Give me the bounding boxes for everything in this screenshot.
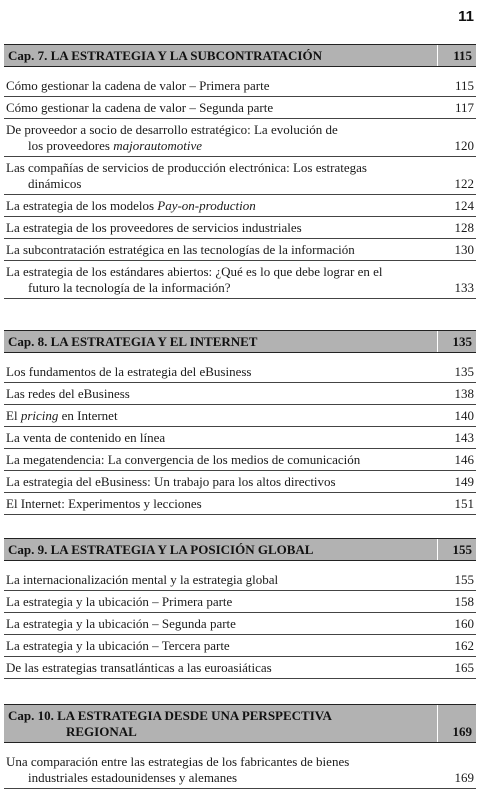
entry-page: 149 [454, 474, 474, 489]
entry-title-text: los proveedores [28, 138, 114, 153]
toc-entry [4, 383, 476, 405]
entry-list [4, 569, 476, 679]
chapter-header [4, 330, 476, 353]
entry-title-line1: Una comparación entre las estrategias de los fabricantes de bienes [6, 754, 350, 769]
entry-page: 130 [454, 242, 474, 257]
toc-entry [4, 613, 476, 635]
entry-page: 160 [454, 616, 474, 631]
chapter-9 [4, 538, 476, 679]
entry-title-line1: De proveedor a socio de desarrollo estratégico: La evolución de [6, 122, 338, 137]
entry-page: 162 [454, 638, 474, 653]
entry-title [6, 122, 444, 154]
chapter-header [4, 44, 476, 67]
entry-page: 151 [454, 496, 474, 511]
entry-title: La estrategia y la ubicación – Segunda parte [6, 616, 236, 631]
entry-title: La venta de contenido en línea [6, 430, 166, 445]
entry-title-text: El [6, 408, 21, 423]
entry-page: 122 [454, 176, 474, 191]
entry-title-italic: pricing [20, 408, 59, 423]
entry-page: 120 [454, 138, 474, 153]
entry-page: 143 [454, 430, 474, 445]
chapter-title: Cap. 9. LA ESTRATEGIA Y LA POSICIÓN GLOBAL [4, 539, 438, 560]
page-number: 11 [458, 8, 474, 25]
chapter-page-number: 135 [438, 331, 476, 352]
entry-title: La megatendencia: La convergencia de los medios de comunicación [6, 452, 361, 467]
toc-entry [4, 97, 476, 119]
chapter-page-number: 169 [438, 705, 476, 742]
entry-title-text: La estrategia de los modelos [6, 198, 158, 213]
toc-entry [4, 591, 476, 613]
chapter-title: Cap. 8. LA ESTRATEGIA Y EL INTERNET [4, 331, 438, 352]
entry-title: La estrategia y la ubicación – Tercera parte [6, 638, 230, 653]
toc-entry [4, 751, 476, 789]
entry-title: La internacionalización mental y la estrategia global [6, 572, 279, 587]
entry-page: 158 [454, 594, 474, 609]
entry-page: 140 [454, 408, 474, 423]
entry-list [4, 361, 476, 515]
chapter-page-number: 115 [438, 45, 476, 66]
chapter-title-line1: Cap. 10. LA ESTRATEGIA DESDE UNA PERSPECTIVA [8, 708, 332, 723]
entry-list [4, 751, 476, 789]
entry-title: De las estrategias transatlánticas a las euroasiáticas [6, 660, 272, 675]
entry-page: 135 [454, 364, 474, 379]
entry-title-line2: industriales estadounidenses y alemanes [28, 770, 238, 785]
entry-title: La estrategia del eBusiness: Un trabajo para los altos directivos [6, 474, 336, 489]
entry-title [6, 198, 444, 214]
toc-entry [4, 427, 476, 449]
entry-title-line2 [6, 138, 432, 154]
entry-page: 117 [454, 100, 474, 115]
chapter-title [4, 705, 438, 742]
chapter-title: Cap. 7. LA ESTRATEGIA Y LA SUBCONTRATACIÓN [4, 45, 438, 66]
entry-title [6, 160, 444, 192]
toc-entry [4, 157, 476, 195]
entry-title: Los fundamentos de la estrategia del eBusiness [6, 364, 252, 379]
chapter-7 [4, 44, 476, 299]
entry-title-line2: futuro la tecnología de la información? [28, 280, 231, 295]
chapter-10 [4, 704, 476, 789]
toc-entry [4, 119, 476, 157]
entry-title-italic: majorautomotive [113, 138, 203, 153]
entry-title [6, 754, 444, 786]
chapter-title-line2: REGIONAL [66, 724, 137, 739]
entry-list [4, 75, 476, 299]
entry-title-italic: Pay-on-production [157, 198, 256, 213]
chapter-page-number: 155 [438, 539, 476, 560]
entry-page: 115 [454, 78, 474, 93]
chapter-header [4, 538, 476, 561]
entry-title [6, 264, 444, 296]
entry-title-line1: Las compañías de servicios de producción electrónica: Los estrategas [6, 160, 367, 175]
entry-title: La subcontratación estratégica en las tecnologías de la información [6, 242, 355, 257]
entry-title: Cómo gestionar la cadena de valor – Segunda parte [6, 100, 274, 115]
toc-entry [4, 493, 476, 515]
toc-entry [4, 635, 476, 657]
toc-entry [4, 217, 476, 239]
entry-page: 128 [454, 220, 474, 235]
entry-page: 124 [454, 198, 474, 213]
entry-title: La estrategia y la ubicación – Primera parte [6, 594, 233, 609]
entry-title [6, 408, 444, 424]
entry-page: 146 [454, 452, 474, 467]
toc-entry [4, 261, 476, 299]
entry-title: Cómo gestionar la cadena de valor – Primera parte [6, 78, 270, 93]
entry-title-line2: dinámicos [28, 176, 82, 191]
entry-title-line1: La estrategia de los estándares abiertos: ¿Qué es lo que debe lograr en el [6, 264, 383, 279]
chapter-header [4, 704, 476, 743]
toc-entry [4, 471, 476, 493]
toc-entry [4, 405, 476, 427]
entry-page: 169 [454, 770, 474, 785]
toc-entry [4, 195, 476, 217]
toc-entry [4, 75, 476, 97]
toc-entry [4, 657, 476, 679]
entry-page: 155 [454, 572, 474, 587]
toc-entry [4, 239, 476, 261]
chapter-8 [4, 330, 476, 515]
toc-entry [4, 449, 476, 471]
entry-page: 133 [454, 280, 474, 295]
toc-entry [4, 569, 476, 591]
toc-entry [4, 361, 476, 383]
entry-title: Las redes del eBusiness [6, 386, 130, 401]
entry-page: 165 [454, 660, 474, 675]
entry-title-text: en Internet [58, 408, 118, 423]
entry-page: 138 [454, 386, 474, 401]
entry-title: La estrategia de los proveedores de servicios industriales [6, 220, 302, 235]
entry-title: El Internet: Experimentos y lecciones [6, 496, 202, 511]
